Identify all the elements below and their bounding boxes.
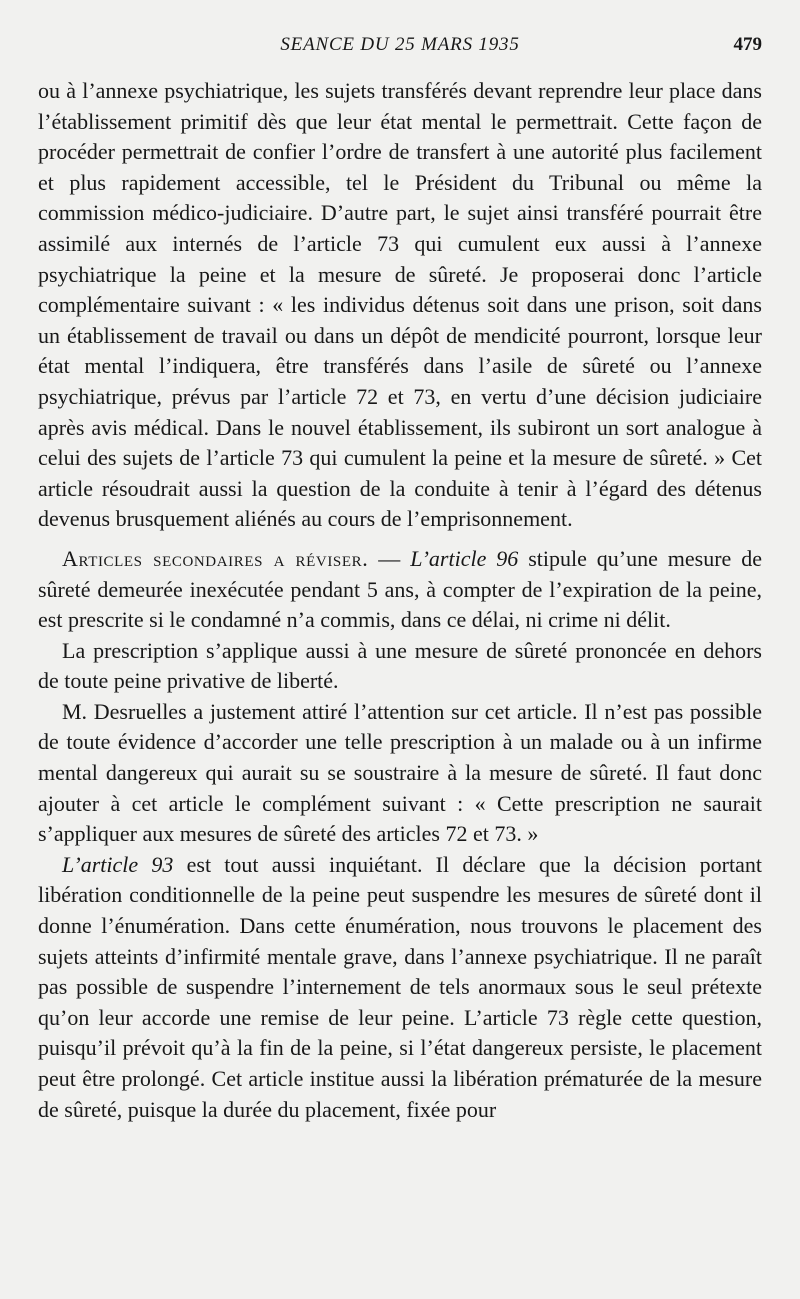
running-title: SEANCE DU 25 MARS 1935 (280, 34, 520, 55)
article-93-text: est tout aussi inquiétant. Il déclare que la décision portant libération conditionnelle de la peine peut suspendre les mesures de sûreté dont il donne l’énumération. Dans cette énumération, nous trouvons le placement des sujets atteints d’infirmité mentale grave, dans l’annexe psychiatrique. Il ne paraît pas possible de suspendre l’internement de tels anormaux sous le seul prétexte qu’on leur accorde une remise de leur peine. L’article 73 règle cette question, puisqu’il prévoit qu’à la fin de la peine, si l’état dangereux persiste, le placement peut être prolongé. Cet article institue aussi la libération prématurée de la mesure de sûreté, puisque la durée du placement, fixée pour (38, 851, 762, 1122)
paragraph-prescription: La prescription s’applique aussi à une mesure de sûreté prononcée en dehors de toute peine privative de liberté. (38, 637, 762, 694)
paragraph-article-93 (38, 850, 762, 1125)
running-header (38, 34, 762, 60)
article-93-reference: L’article 93 (62, 851, 174, 877)
section-heading: Articles secondaires a réviser. (62, 545, 369, 571)
paragraph-article-96 (38, 544, 762, 636)
page-number: 479 (733, 34, 762, 55)
paragraph-transfer-proposal: ou à l’annexe psychiatrique, les sujets transférés devant reprendre leur place dans l’établissement primitif dès que leur état mental le permettrait. Cette façon de procéder permettrait de confier l’ordre de transfert à une autorité plus facilement et plus rapidement accessible, tel le Président du Tribunal ou même la commission médico-judiciaire. D’autre part, le sujet ainsi transféré pourrait être assimilé aux internés de l’article 73 qui cumulent eux aussi à l’annexe psychiatrique la peine et la mesure de sûreté. Je proposerai donc l’article complémentaire suivant : « les individus détenus soit dans une prison, soit dans un établissement de travail ou dans un dépôt de mendicité pourront, lorsque leur état mental l’indiquera, être transférés dans l’asile de sûreté ou l’annexe psychiatrique, prévus par l’article 72 et 73, en vertu d’une décision judiciaire après avis médical. Dans le nouvel établissement, ils subiront un sort analogue à celui des sujets de l’article 73 qui cumulent la peine et la mesure de sûreté. » Cet article résoudrait aussi la question de la conduite à tenir à l’égard des détenus devenus brusquement aliénés au cours de l’emprisonnement. (38, 78, 762, 532)
paragraph-desruelles: M. Desruelles a justement attiré l’attention sur cet article. Il n’est pas possible de toute évidence d’accorder une telle prescription à un malade ou à un infirme mental dangereux qui aurait su se soustraire à la mesure de sûreté. Il faut donc ajouter à cet article le complément suivant : « Cette prescription ne saurait s’appliquer aux mesures de sûreté des articles 72 et 73. » (38, 698, 762, 847)
heading-dash: — (368, 545, 411, 571)
body-text (38, 76, 762, 1125)
article-96-text: stipule qu’une mesure de sûreté demeurée inexécutée pendant 5 ans, à compter de l’expiration de la peine, est prescrite si le condamné n’a commis, dans ce délai, ni crime ni délit. (38, 545, 762, 633)
article-96-reference: L’article 96 (410, 545, 519, 571)
